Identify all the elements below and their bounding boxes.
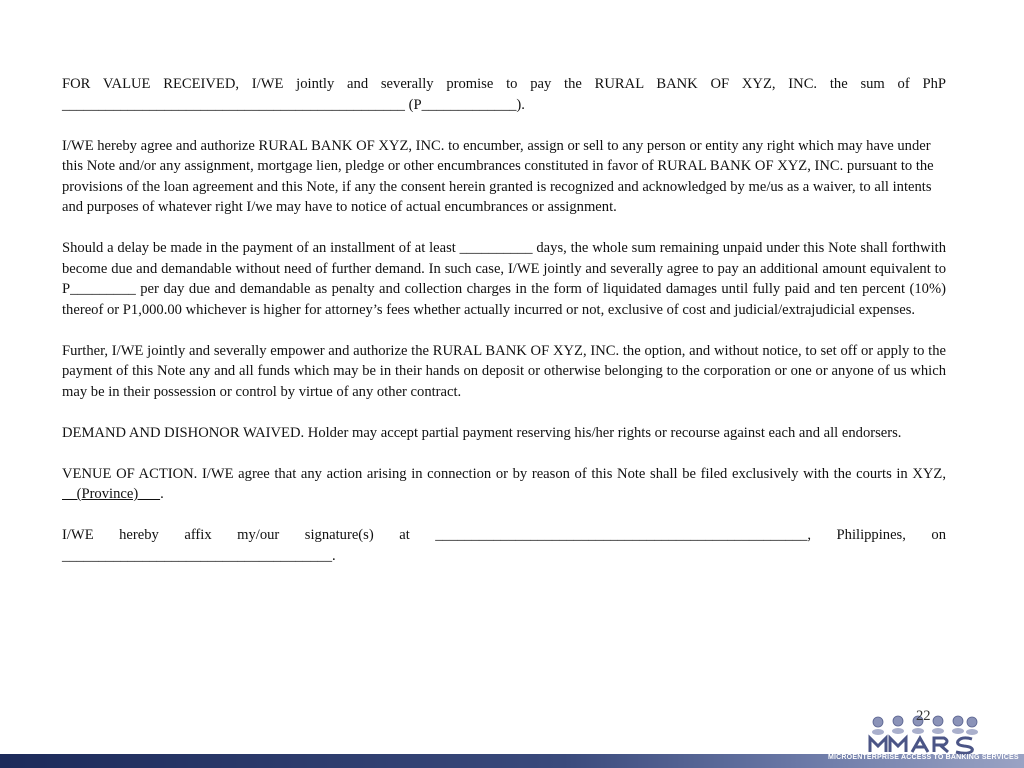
paragraph-demand-dishonor: DEMAND AND DISHONOR WAIVED. Holder may accept partial payment reserving his/her rights or recourse against each and all endorsers.	[62, 424, 902, 441]
paragraph-value-received-line2: _______________________________________________ (P_____________).	[62, 96, 525, 113]
venue-text: VENUE OF ACTION. I/WE agree that any action arising in connection or by reason of this Note shall be filed exclusively with the courts in XYZ,	[62, 465, 946, 482]
paragraph-value-received-line1: FOR VALUE RECEIVED, I/WE jointly and severally promise to pay the RURAL BANK OF XYZ, INC. the sum of PhP	[62, 76, 946, 92]
paragraph-authorize-encumber: I/WE hereby agree and authorize RURAL BANK OF XYZ, INC. to encumber, assign or sell to any person or entity any right which may have under this Note and/or any assignment, mortgage lien, pledge or other encumbrances constituted in favor of RURAL BANK OF XYZ, INC. pursuant to the provisions of the loan agreement and this Note, if any the consent herein granted is recognized and acknowledged by me/us as a waiver, to all intents and purposes of whatever right I/we may have to notice of actual encumbrances or assignment.	[62, 137, 934, 215]
paragraph-set-off: Further, I/WE jointly and severally empower and authorize the RURAL BANK OF XYZ, INC. the option, and without notice, to set off or apply to the payment of this Note any and all funds which may be in their hands on deposit or otherwise belonging to the corporation or one or anyone of us which may be in their possession or control by virtue of any other contract.	[62, 342, 946, 400]
province-field: (Province)	[62, 486, 161, 502]
logo-caption: MICROENTERPRISE ACCESS TO BANKING SERVICES	[828, 754, 1019, 761]
page-number: 22	[916, 708, 931, 724]
paragraph-signature-line1: I/WE hereby affix my/our signature(s) at ___________________________________________________, Philippines, on	[62, 527, 946, 543]
document-body	[62, 74, 946, 587]
paragraph-venue-of-action	[62, 464, 946, 505]
venue-end: .	[160, 486, 164, 502]
paragraph-delay-payment: Should a delay be made in the payment of an installment of at least __________ days, the whole sum remaining unpaid under this Note shall forthwith become due and demandable without need of further demand. In such case, I/WE jointly and severally agree to pay an additional amount equivalent to P_________ per day due and demandable as penalty and collection charges in the form of liquidated damages until fully paid and ten percent (10%) thereof or P1,000.00 whichever is higher for attorney’s fees whether actually incurred or not, exclusive of cost and judicial/extrajudicial expenses.	[62, 240, 946, 318]
paragraph-signature-line2: _____________________________________.	[62, 547, 336, 564]
